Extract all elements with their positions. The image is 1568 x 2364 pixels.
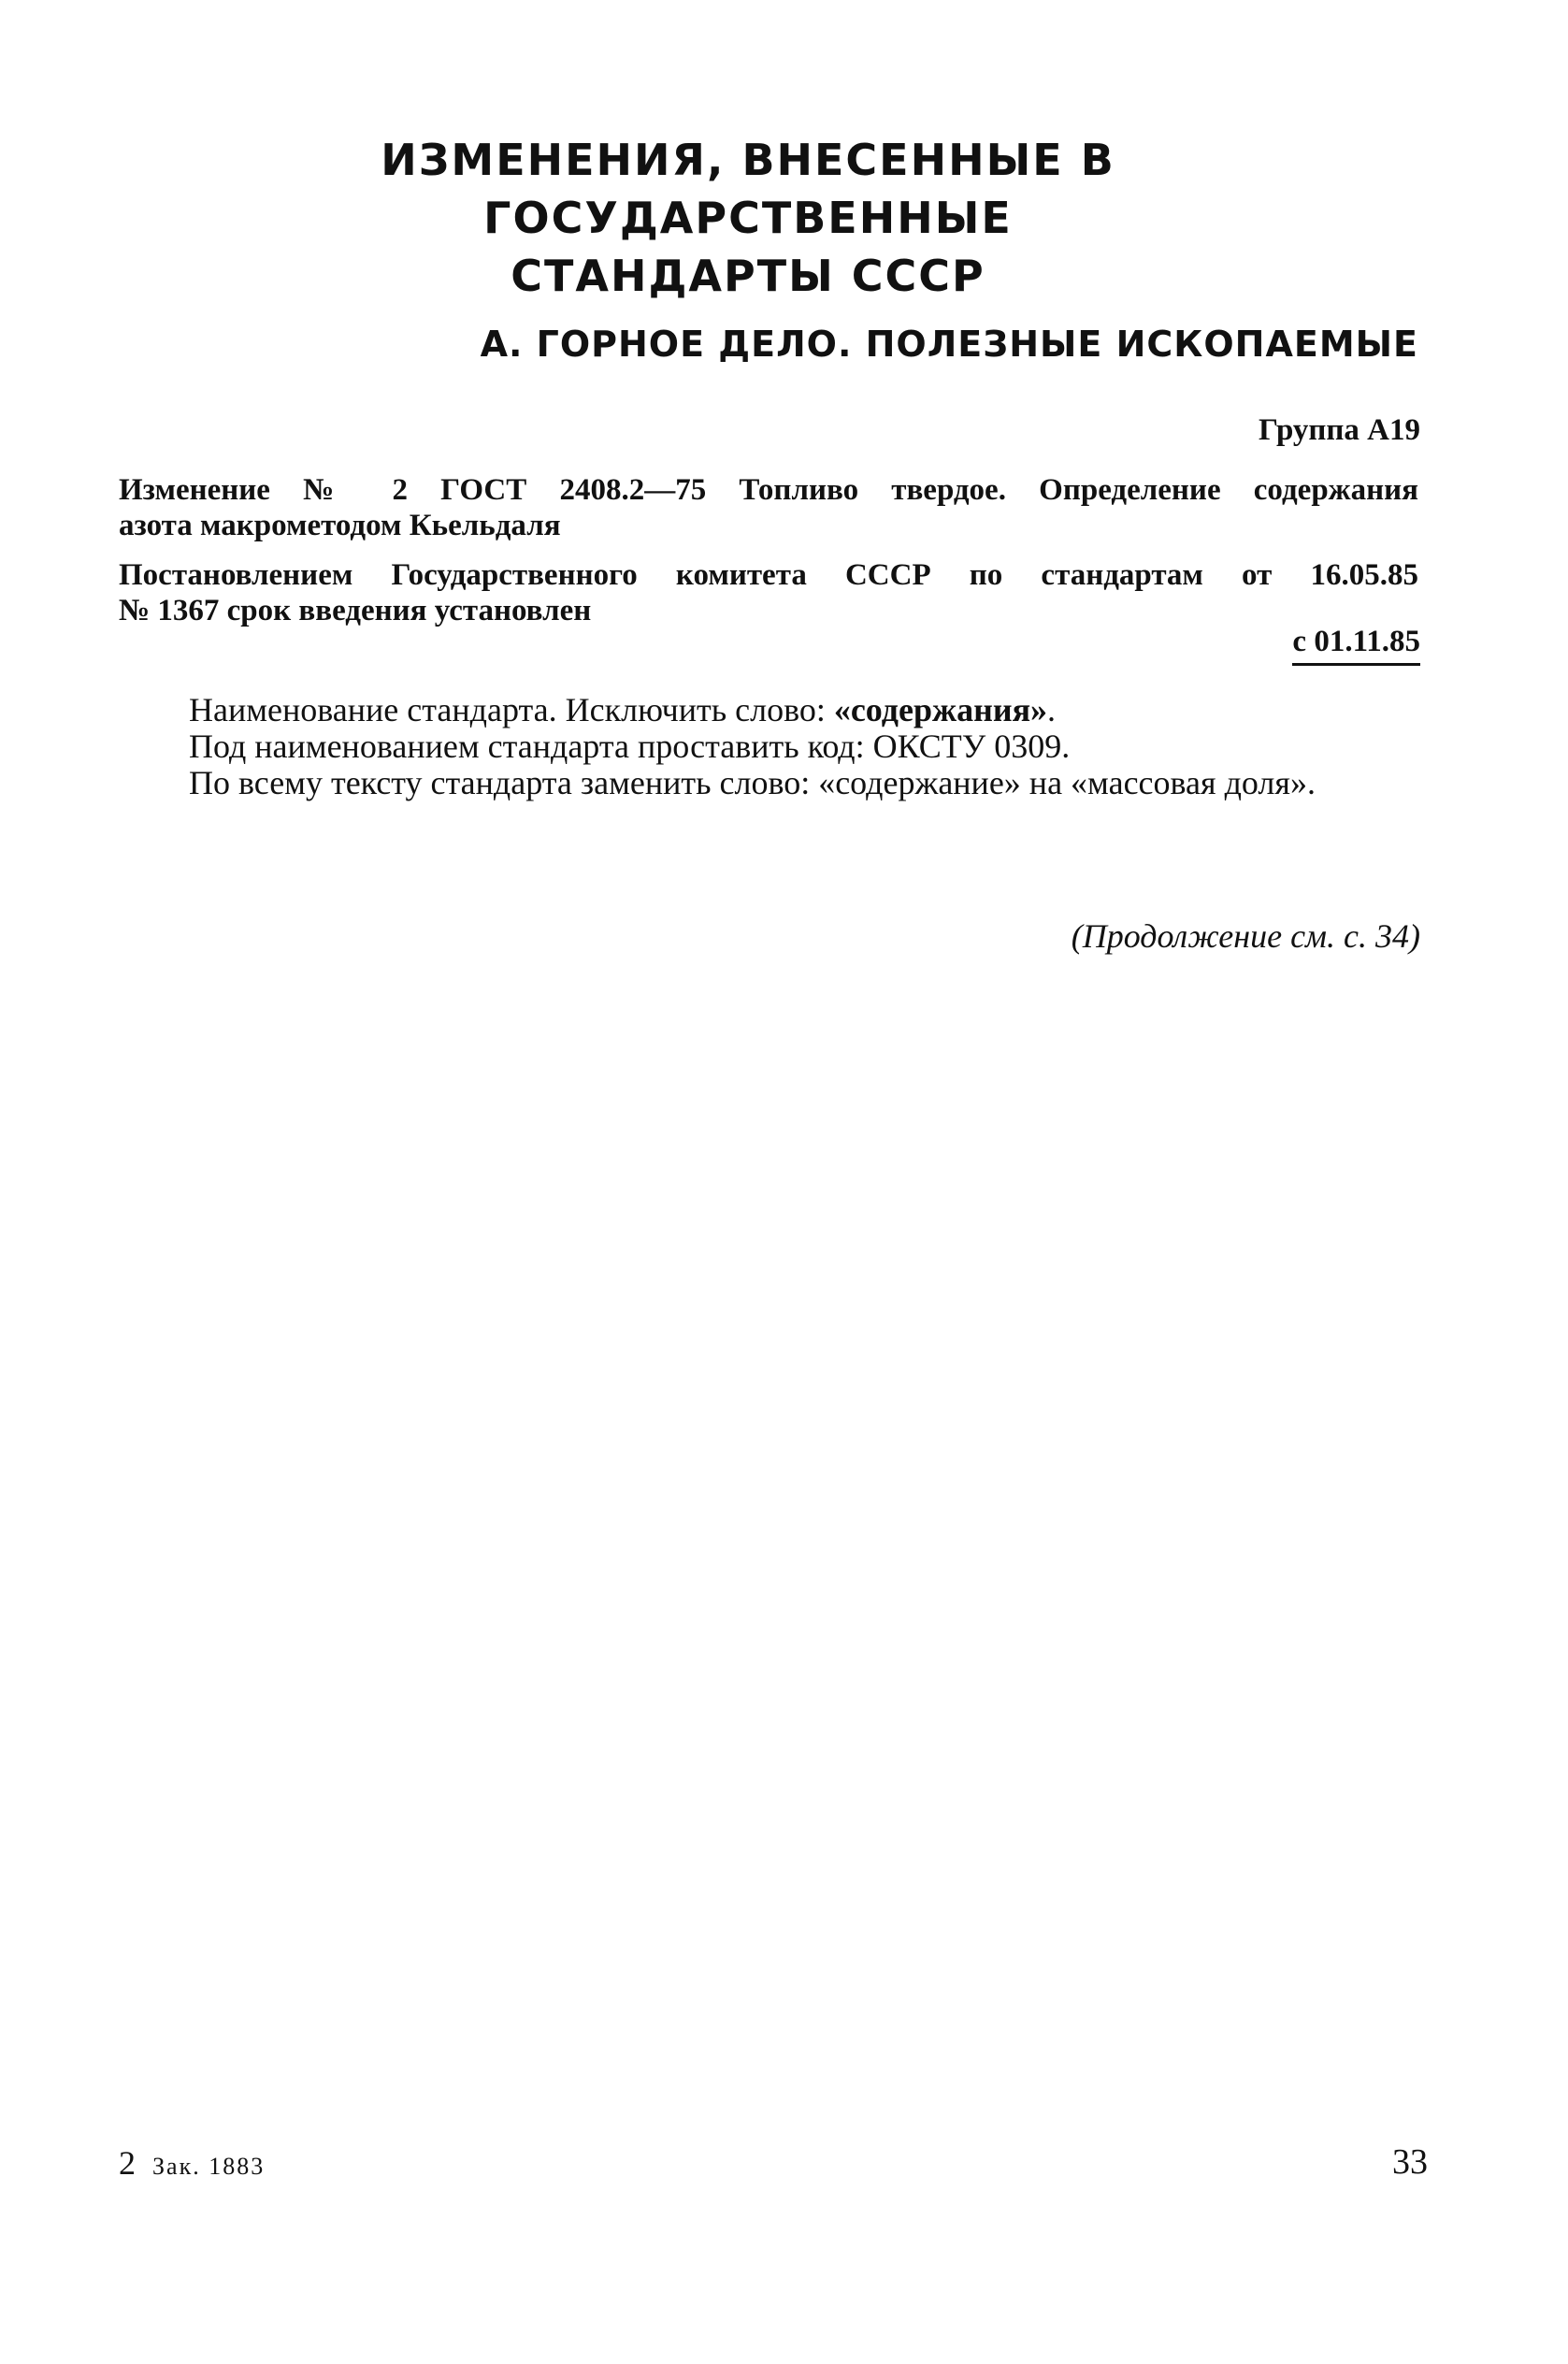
page-title-line-1: ИЗМЕНЕНИЯ, ВНЕСЕННЫЕ В ГОСУДАРСТВЕННЫЕ — [381, 135, 1115, 243]
effective-date: с 01.11.85 — [1292, 625, 1420, 666]
sheet-number: 2 — [119, 2144, 136, 2182]
decree-statement-line-1: Постановлением Государственного комитета СССР по стандартам от 16.05.85 — [119, 558, 1418, 592]
body-paragraph-1-text: Наименование стандарта. Исключить слово: — [189, 691, 834, 728]
body-paragraph-3: По всему тексту стандарта заменить слово: «содержание» на «массовая доля». — [189, 764, 1316, 801]
group-label: Группа А19 — [1259, 413, 1420, 447]
footer-print-info — [119, 2143, 265, 2183]
order-number: Зак. 1883 — [152, 2153, 266, 2180]
decree-statement-line-2: № 1367 срок введения установлен — [119, 594, 592, 627]
amendment-title-line-1: Изменение № 2 ГОСТ 2408.2—75 Топливо твердое. Определение содержания — [119, 473, 1418, 507]
page-title — [140, 131, 1356, 305]
section-heading: А. ГОРНОЕ ДЕЛО. ПОЛЕЗНЫЕ ИСКОПАЕМЫЕ — [480, 324, 1418, 365]
page-title-line-2: СТАНДАРТЫ СССР — [511, 251, 985, 301]
body-paragraph-1 — [119, 692, 1418, 728]
continuation-note: (Продолжение см. с. 34) — [1071, 917, 1420, 955]
page-number: 33 — [1392, 2142, 1428, 2182]
body-paragraph-1-end: . — [1047, 691, 1057, 728]
body-paragraph-2: Под наименованием стандарта проставить код: ОКСТУ 0309. — [189, 728, 1071, 765]
amendment-title — [119, 472, 1418, 543]
amendment-body — [119, 692, 1418, 801]
decree-statement — [119, 557, 1418, 628]
amendment-title-line-2: азота макрометодом Кьельдаля — [119, 509, 561, 542]
body-paragraph-1-bold: «содержания» — [833, 691, 1048, 728]
